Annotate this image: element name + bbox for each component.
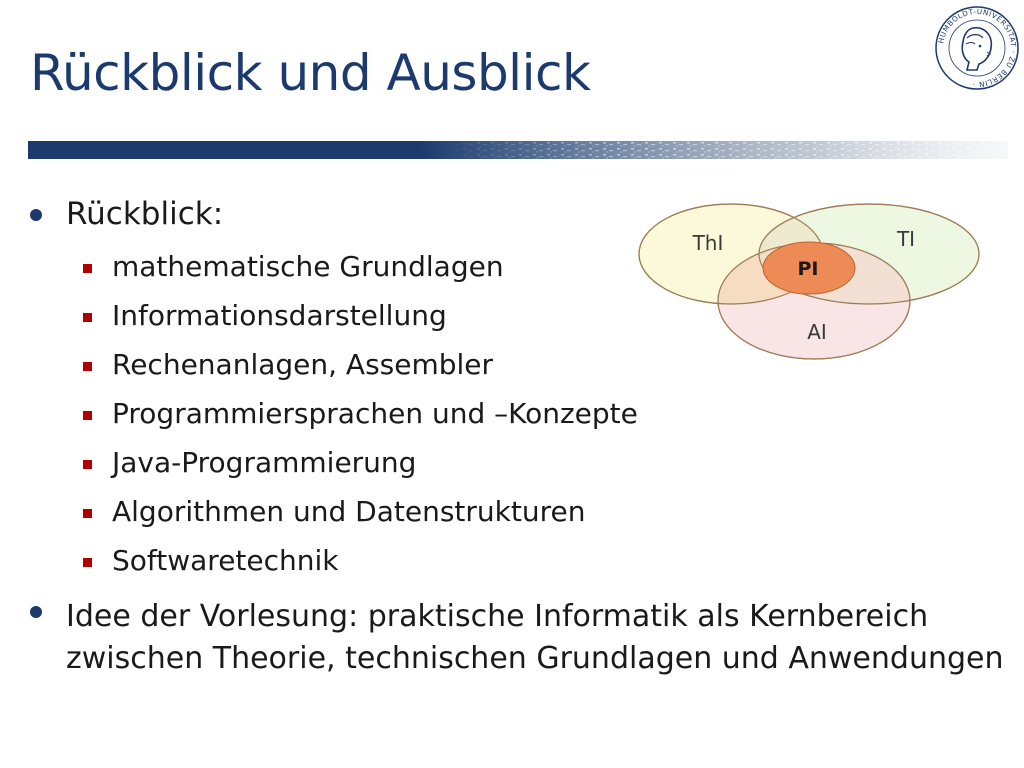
sub-bullet-marker: [83, 313, 92, 322]
list-item: Rechenanlagen, Assembler: [112, 348, 494, 381]
heading-rueckblick: Rückblick:: [66, 196, 224, 232]
svg-text:HUMBOLDT-UNIVERSITÄT · ZU BERL: HUMBOLDT-UNIVERSITÄT · ZU BERLIN ·: [936, 6, 1019, 90]
idea-line-1: Idee der Vorlesung: praktische Informatik als Kernbereich: [66, 599, 929, 634]
title-decor-bar: [28, 141, 1008, 159]
sub-bullet-marker: [83, 362, 92, 371]
list-item: Programmiersprachen und –Konzepte: [112, 397, 638, 430]
list-item: mathematische Grundlagen: [112, 250, 504, 283]
idea-line-2: zwischen Theorie, technischen Grundlagen und Anwendungen: [66, 641, 1004, 676]
sub-bullet-marker: [83, 558, 92, 567]
sub-bullet-marker: [83, 509, 92, 518]
sub-bullet-marker: [83, 264, 92, 273]
list-item: Softwaretechnik: [112, 544, 339, 577]
sub-bullet-marker: [83, 460, 92, 469]
sub-bullet-marker: [83, 411, 92, 420]
idea-paragraph: [66, 596, 1004, 680]
bullet-dot: [30, 209, 42, 221]
list-item: Informationsdarstellung: [112, 299, 447, 332]
venn-label-ai: AI: [807, 320, 827, 344]
venn-label-thi: ThI: [692, 231, 724, 255]
venn-label-pi: PI: [797, 258, 819, 280]
list-item: Algorithmen und Datenstrukturen: [112, 495, 586, 528]
venn-label-ti: TI: [896, 227, 916, 251]
venn-diagram: [636, 196, 986, 366]
slide-title: Rückblick und Ausblick: [30, 44, 591, 102]
list-item: Java-Programmierung: [112, 446, 417, 479]
bullet-dot: [30, 606, 42, 618]
university-seal-logo: [933, 4, 1021, 92]
